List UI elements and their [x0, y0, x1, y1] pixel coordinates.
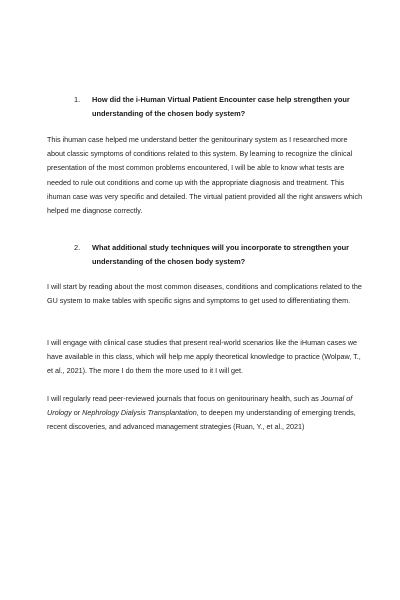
answer-1-paragraph: This ihuman case helped me understand better the genitourinary system as I researched more about classic symptoms of conditions related to this system. By learning to recognize the clinical presentation of the most common problems encountered, I will be able to know what tests are needed to rule out conditions and come up with the appropriate diagnosis and treatment. This ihuman case was very specific and detailed. The virtual patient provided all the right answers which helped me diagnose correctly.: [47, 135, 363, 216]
question-2-text: What additional study techniques will you incorporate to strengthen your understanding of the chosen body system?: [92, 243, 350, 266]
answer-2-paragraph-1: I will start by reading about the most common diseases, conditions and complications related to the GU system to make tables with specific signs and symptoms to get used to differentiating them.: [47, 282, 362, 306]
journal-of-urology: Journal of Urology: [47, 394, 353, 418]
question-1: [74, 93, 364, 121]
nephrology-dialysis-transplantation: Nephrology Dialysis Transplantation: [82, 408, 197, 418]
answer-2-paragraph-3-middle: or: [71, 408, 83, 418]
answer-2-paragraph-2: I will engage with clinical case studies that present real-world scenarios like the iHuman cases we have available in this class, which will help me apply theoretical knowledge to practice (Wolpaw, T., et al., 2021). The more I do them the more used to it I will get.: [47, 338, 361, 376]
question-1-number: 1.: [74, 95, 81, 104]
answer-2-paragraph-3-after: , to deepen my understanding of emerging trends, recent discoveries, and advanced management strategies (Ruan, Y., et al., 2021): [47, 408, 356, 432]
answer-2-paragraph-3: [47, 392, 365, 435]
answer-2-paragraph-3-before: I will regularly read peer-reviewed journals that focus on genitourinary health, such as: [47, 394, 321, 403]
question-2: [74, 241, 364, 269]
question-1-text: How did the i-Human Virtual Patient Encounter case help strengthen your understanding of the chosen body system?: [92, 95, 350, 118]
question-2-number: 2.: [74, 243, 81, 252]
